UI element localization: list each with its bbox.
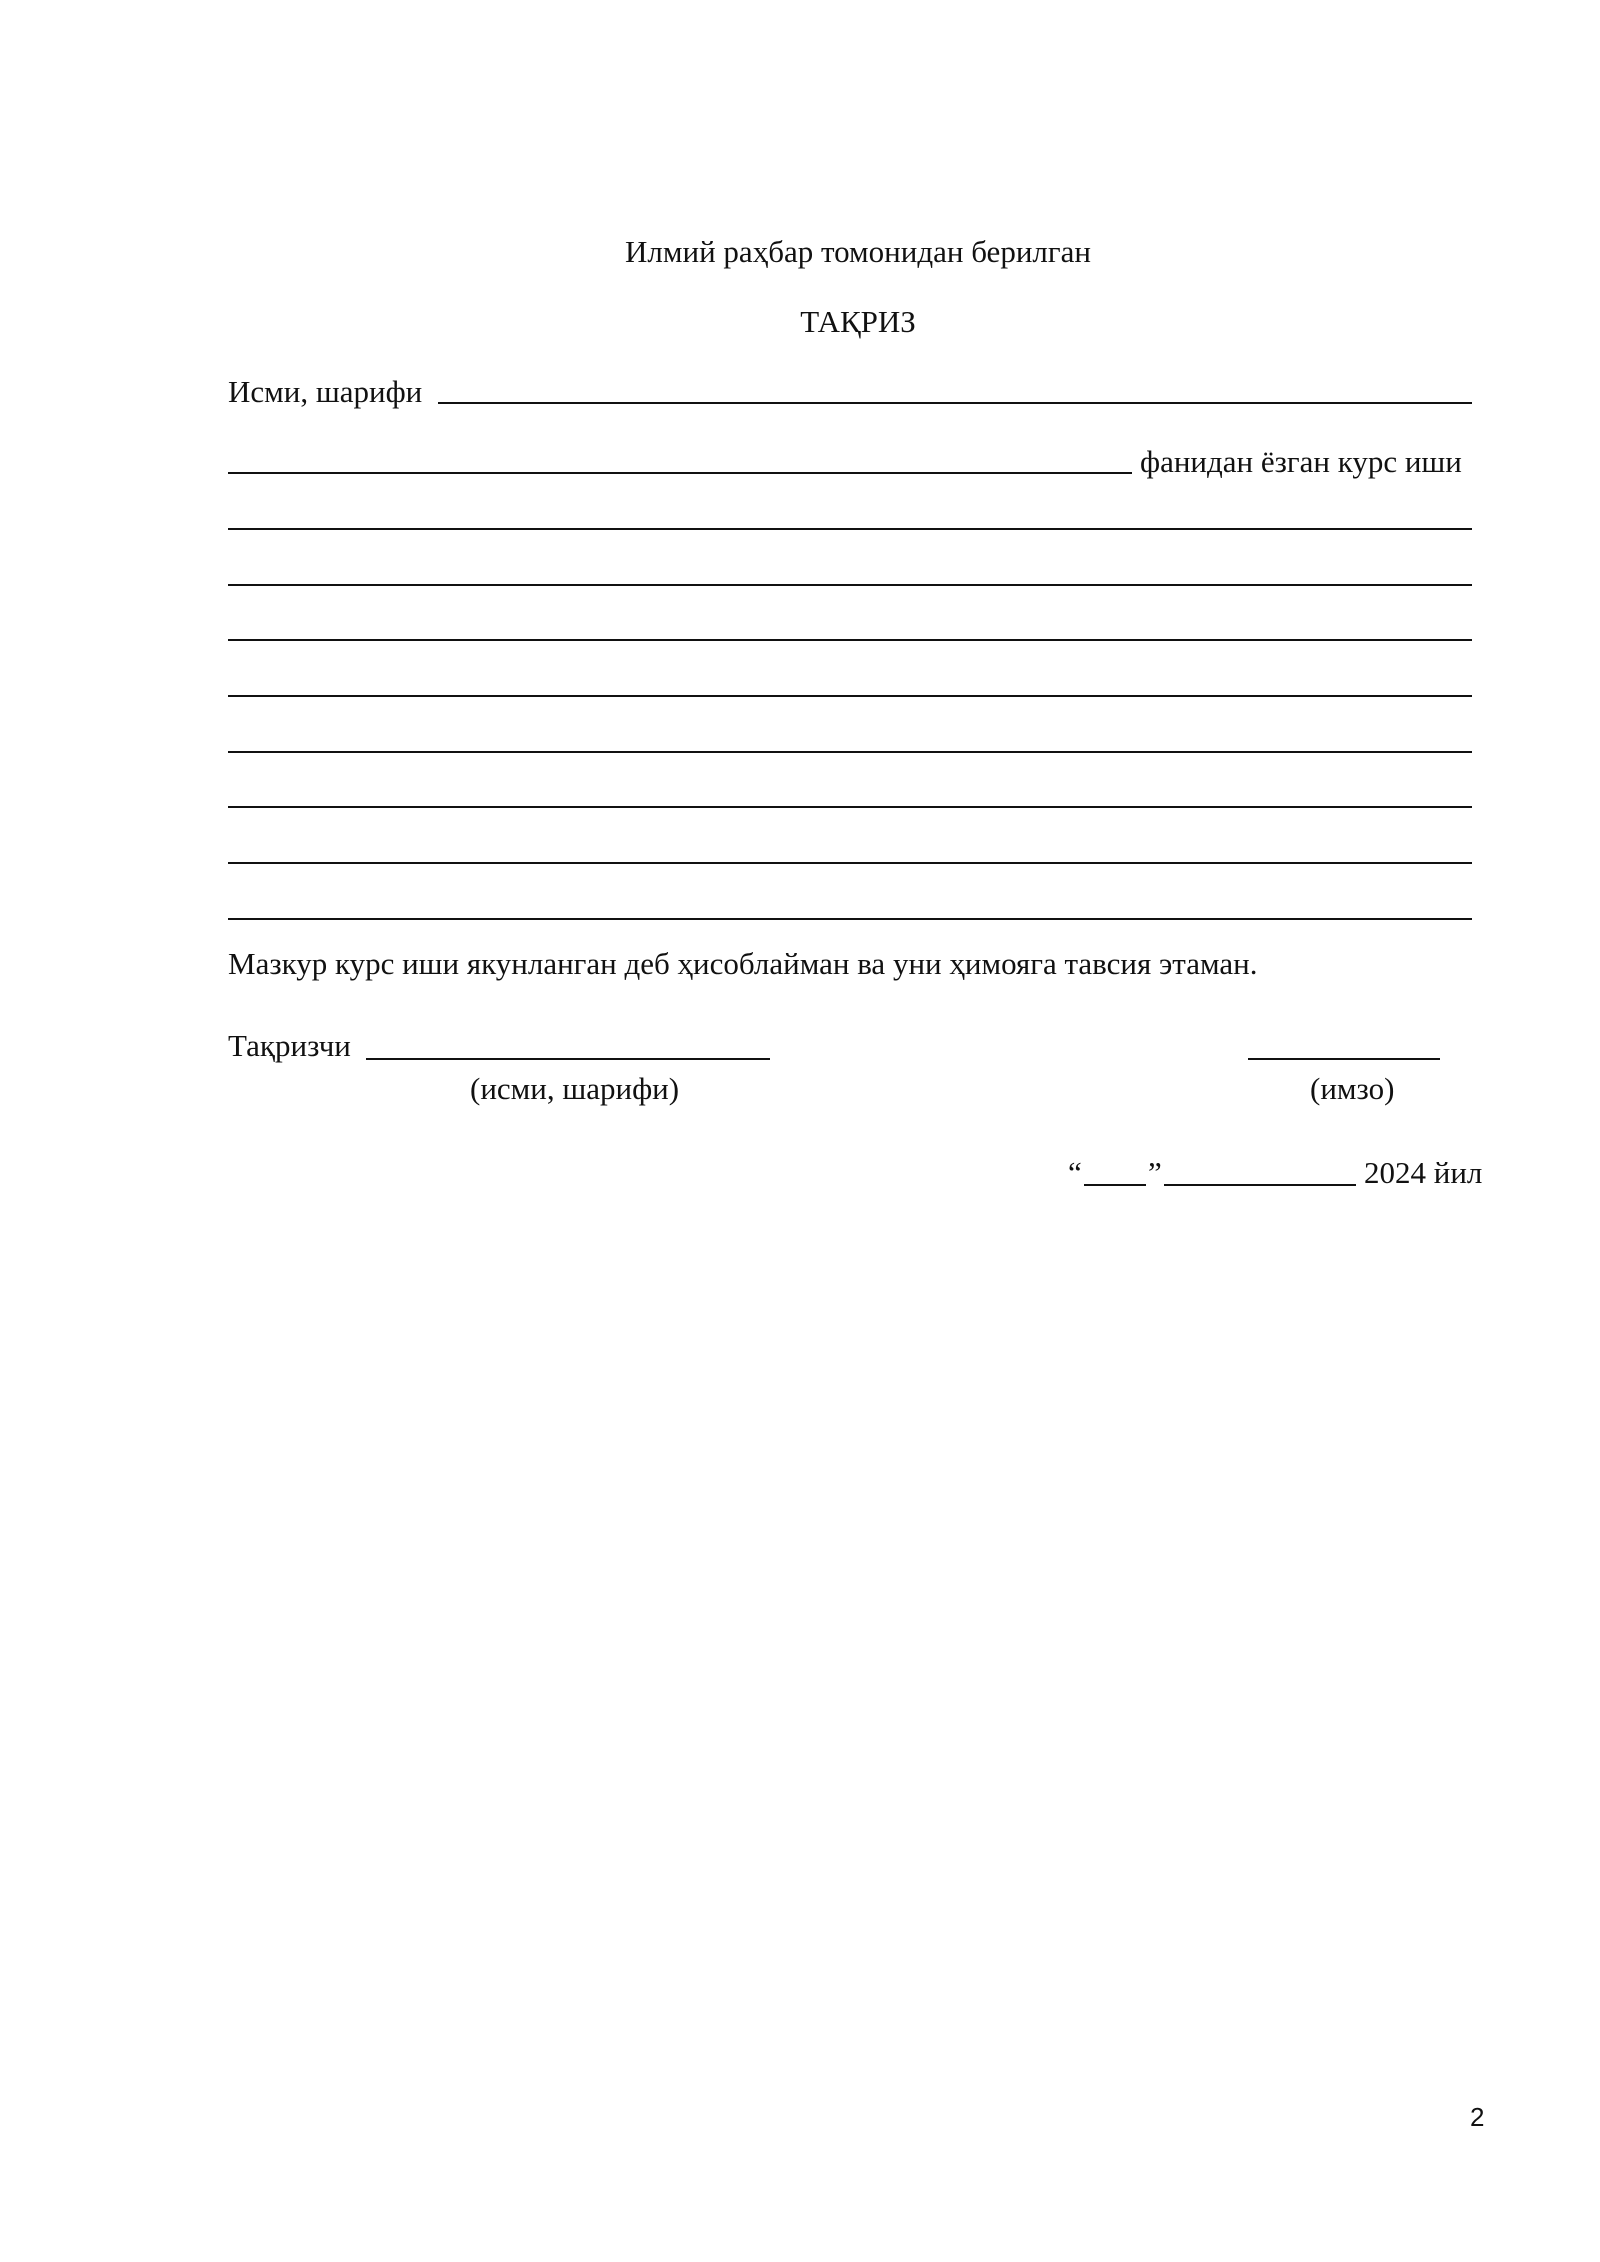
- document-title: ТАҚРИЗ: [800, 304, 916, 339]
- review-line[interactable]: [228, 528, 1472, 530]
- name-fill-line[interactable]: [438, 402, 1472, 404]
- review-line[interactable]: [228, 584, 1472, 586]
- review-line[interactable]: [228, 751, 1472, 753]
- sign-caption: (имзо): [1310, 1071, 1395, 1106]
- day-fill-line[interactable]: [1084, 1184, 1146, 1186]
- conclusion-text: Мазкур курс иши якунланган деб ҳисоблайман ва уни ҳимояга тавсия этаман.: [228, 946, 1258, 981]
- signature-line[interactable]: [1248, 1058, 1440, 1060]
- date-close-quote: ”: [1148, 1155, 1162, 1190]
- review-line[interactable]: [228, 806, 1472, 808]
- name-label: Исми, шарифи: [228, 374, 423, 409]
- document-subtitle: Илмий раҳбар томонидан берилган: [625, 234, 1091, 269]
- review-line[interactable]: [228, 639, 1472, 641]
- subject-suffix: фанидан ёзган курс иши: [1140, 444, 1462, 479]
- review-line[interactable]: [228, 695, 1472, 697]
- page-number: 2: [1470, 2102, 1485, 2132]
- reviewer-label: Тақризчи: [228, 1028, 351, 1063]
- review-line[interactable]: [228, 918, 1472, 920]
- name-caption: (исми, шарифи): [470, 1071, 680, 1106]
- reviewer-name-line[interactable]: [366, 1058, 770, 1060]
- month-fill-line[interactable]: [1164, 1184, 1356, 1186]
- year-label: 2024 йил: [1364, 1155, 1483, 1190]
- review-line[interactable]: [228, 862, 1472, 864]
- date-open-quote: “: [1068, 1155, 1082, 1190]
- subject-fill-line[interactable]: [228, 472, 1132, 474]
